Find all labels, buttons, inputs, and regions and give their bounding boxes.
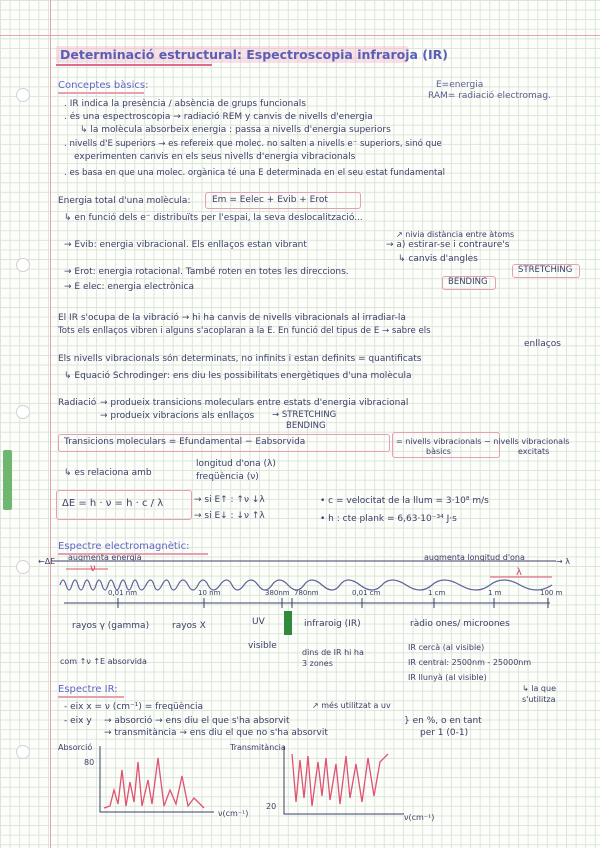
em-right-axis: → λ [556, 557, 570, 566]
em-more-energy: augmenta energia [68, 553, 142, 562]
visible-band [284, 611, 292, 635]
evib-b: ↳ canvis d'angles [398, 254, 478, 264]
relates-nu: freqüència (ν) [196, 472, 259, 482]
planck-constant: • h : cte plank = 6,63·10⁻³⁴ J·s [320, 514, 457, 524]
energy-line: Energia total d'una molècula: [58, 196, 191, 206]
ir-zones-note: dins de IR hi ha 3 zones [302, 648, 364, 668]
radiation-bending: BENDING [286, 421, 326, 431]
eelec-line: → E elec: energia electrònica [64, 282, 195, 292]
em-low-note: com ↑ν ↑E absorvida [60, 657, 147, 666]
em-tick-label: 780nm [294, 589, 319, 597]
absorption-curve [104, 758, 204, 808]
transmittance-curve [292, 754, 388, 806]
graph1-xlabel: ν(cm⁻¹) [218, 809, 249, 818]
page-title: Determinació estructural: Espectroscopia infraroja (IR) [60, 47, 448, 62]
basics-heading: Conceptes bàsics: [58, 80, 149, 91]
spectrum-x: - eix x = ν (cm⁻¹) = freqüència [64, 702, 203, 712]
erot-line: → Erot: energia rotacional. També roten en totes les direccions. [64, 267, 349, 277]
ir-line: Els nivells vibracionals són determinats, no infinits i estan definits = quantificats [58, 354, 422, 364]
ir-line: enllaços [524, 339, 561, 349]
ir-zone: IR llunyà (al visible) [408, 673, 487, 682]
spectrum-more-used: ↗ més utilitzat a uv [312, 701, 391, 710]
radiation-stretching: → STRETCHING [272, 410, 337, 420]
energy-line: ↳ en funció dels e⁻ distribuïts per l'espai, la seva deslocalització... [64, 213, 363, 223]
title-underline [56, 64, 212, 66]
region-ir: infraroig (IR) [304, 619, 361, 629]
graph2-value: 20 [266, 802, 277, 811]
region-gamma: rayos γ (gamma) [72, 621, 150, 631]
em-tick-label: 1 cm [428, 589, 446, 597]
side-tab [3, 450, 12, 510]
evib-a: → a) estirar-se i contraure's [386, 240, 510, 250]
relates-line: ↳ es relaciona amb [64, 468, 152, 478]
ir-zone: IR central: 2500nm - 25000nm [408, 658, 532, 667]
heading-underline [58, 696, 124, 698]
basics-line: . es basa en que una molec. orgànica té una E determinada en el seu estat fundamental [64, 168, 446, 178]
ir-zone: IR cercà (al visible) [408, 643, 485, 652]
em-tick-label: 0,01 nm [108, 589, 138, 597]
basics-line: . nivells d'E superiors → es refereix que molec. no salten a nivells e⁻ superiors, sinó que [64, 139, 442, 149]
em-tick-label: 380nm [265, 589, 290, 597]
ir-zone-note: ↳ la que s'utilitza [522, 684, 556, 704]
energy-formula: Em = Eelec + Evib + Erot [212, 195, 328, 205]
radiation-a: → produeix transicions moleculars entre estats d'energia vibracional [100, 398, 409, 408]
region-xray: rayos X [172, 621, 206, 631]
graph1-ylabel: Absorció [58, 743, 93, 752]
graph2-xlabel: ν(cm⁻¹) [404, 813, 435, 822]
em-tick-label: 100 m [540, 589, 563, 597]
spectrum-y: - eix y [64, 716, 92, 726]
bending-label: BENDING [448, 277, 488, 287]
evib-line: → Evib: energia vibracional. Els enllaços estan vibrant [64, 240, 307, 250]
spectrum-transm: → transmitància → ens diu el que no s'ha absorvit [104, 728, 328, 738]
top-margin-line [0, 35, 600, 36]
evib-distance: ↗ nivia distància entre àtoms [396, 230, 515, 239]
basics-line: experimenten canvis en els seus nivells d'energia vibracionals [74, 152, 356, 162]
region-radio: ràdio ones/ microones [410, 619, 510, 629]
ir-line: El IR s'ocupa de la vibració → hi ha canvis de nivells vibracionals al irradiar-la [58, 313, 406, 323]
light-speed: • c = velocitat de la llum = 3·10⁸ m/s [320, 496, 489, 506]
basics-line: . és una espectroscopia → radiació REM y canvis de nivells d'energia [64, 112, 373, 122]
graph2-ylabel: Transmitància [230, 743, 286, 752]
ir-line: ↳ Equació Schrodinger: ens diu les possibilitats energètiques d'una molècula [64, 371, 412, 381]
energy-up: → si E↑ : ↑ν ↓λ [194, 495, 265, 505]
visible-label: visible [248, 641, 277, 651]
heading-underline [58, 92, 144, 94]
region-uv: UV [252, 617, 265, 627]
radiation-label: Radiació [58, 398, 97, 408]
ir-spectra-sketches [0, 740, 600, 840]
ir-spectrum-heading: Espectre IR: [58, 684, 118, 695]
levels-excited: excitats [518, 447, 550, 456]
levels-basics: bàsics [426, 447, 451, 456]
ir-line: Tots els enllaços vibren i alguns s'acoplaran a la E. En funció del tipus de E → sabre els [58, 326, 431, 336]
planck-formula: ΔE = h · ν = h · c / λ [62, 498, 164, 509]
em-left-axis: ←ΔE [38, 557, 56, 566]
em-heading: Espectre electromagnètic: [58, 541, 190, 552]
relates-lambda: longitud d'ona (λ) [196, 459, 276, 469]
side-note: RAM= radiació electromag. [428, 91, 551, 101]
em-tick-label: 0,01 cm [352, 589, 381, 597]
side-note: E=energia [436, 80, 484, 90]
em-lambda: λ [516, 567, 522, 578]
levels-line: = nivells vibracionals − nivells vibracionals [396, 437, 570, 446]
em-more-lambda: augmenta longitud d'ona [424, 553, 525, 562]
em-nu: ν [90, 563, 96, 574]
spectrum-absorb: → absorció → ens diu el que s'ha absorvit [104, 716, 290, 726]
punch-hole [16, 258, 30, 272]
spectrum-percent: } en %, o en tant [404, 716, 482, 726]
punch-hole [16, 405, 30, 419]
em-tick-label: 1 m [488, 589, 502, 597]
em-tick-label: 10 nm [198, 589, 221, 597]
energy-down: → si E↓ : ↓ν ↑λ [194, 511, 265, 521]
spectrum-per-one: per 1 (0-1) [420, 728, 469, 738]
stretching-label: STRETCHING [518, 265, 573, 275]
margin-line [50, 0, 51, 848]
transitions-formula: Transicions moleculars = Efundamental − Eabsorvida [64, 437, 306, 447]
punch-hole [16, 88, 30, 102]
radiation-b: → produeix vibracions als enllaços [100, 411, 255, 421]
basics-line: . IR indica la presència / absència de grups funcionals [64, 99, 306, 109]
graph1-value: 80 [84, 758, 95, 767]
basics-line: ↳ la molècula absorbeix energia : passa a nivells d'energia superiors [80, 125, 391, 135]
